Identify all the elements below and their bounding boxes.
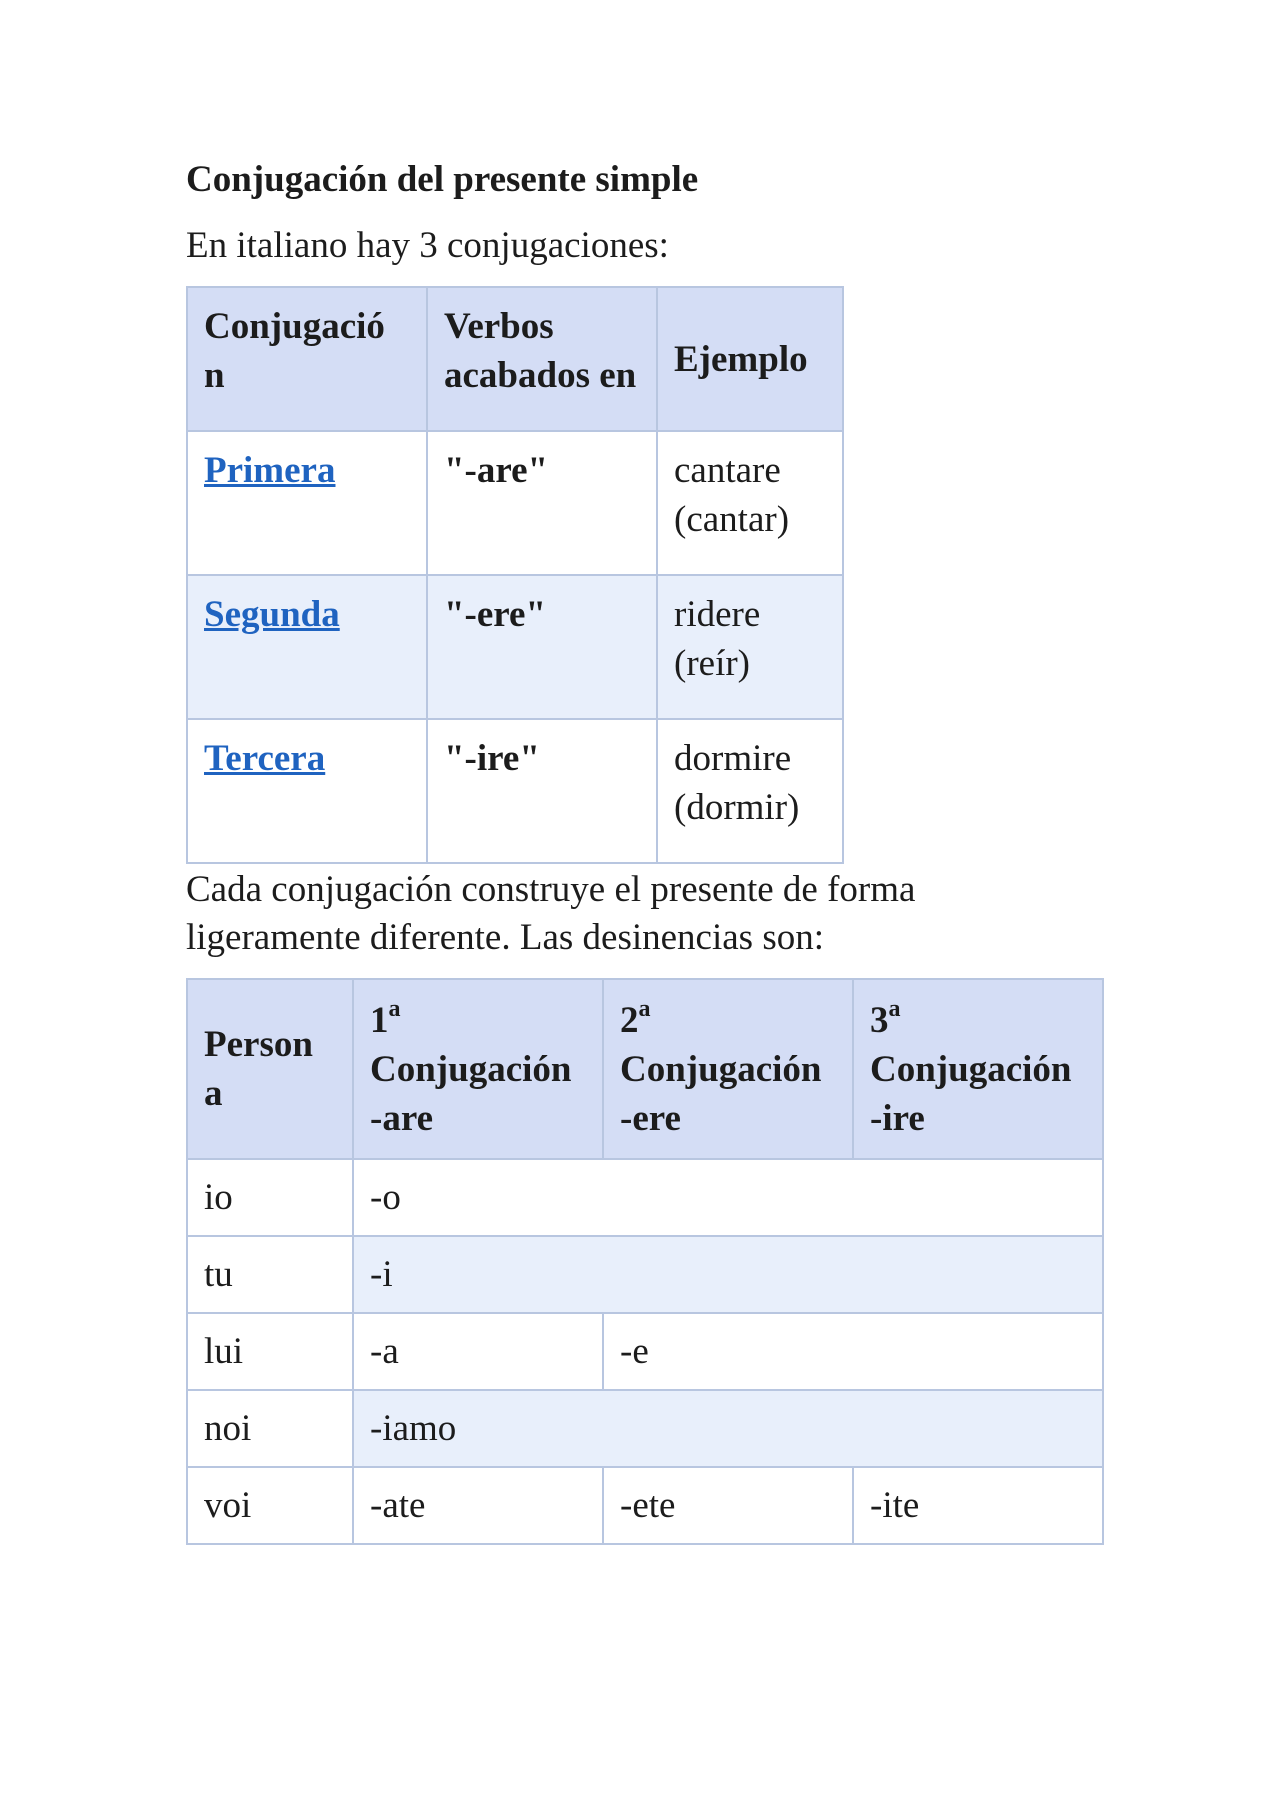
cell-name: [187, 431, 427, 575]
example-translation: (dormir): [674, 787, 800, 828]
header-second-conjugation: [603, 979, 853, 1159]
example-verb: cantare: [674, 450, 781, 491]
cell-ending: -iamo: [353, 1390, 1103, 1467]
cell-ending: "-ere": [427, 575, 657, 719]
header-number: 3: [870, 999, 889, 1041]
header-text: Conjugació: [204, 306, 385, 347]
example-verb: ridere: [674, 594, 761, 635]
header-first-conjugation: [353, 979, 603, 1159]
header-text: acabados en: [444, 355, 637, 396]
table-row: [187, 1313, 1103, 1390]
link-primera[interactable]: Primera: [204, 450, 336, 491]
header-text: n: [204, 355, 225, 396]
header-text: Person: [204, 1024, 313, 1065]
table-row: [187, 1236, 1103, 1313]
cell-person: noi: [187, 1390, 353, 1467]
conjugations-table: [186, 286, 844, 864]
cell-ending: -ete: [603, 1467, 853, 1544]
page-title: Conjugación del presente simple: [186, 159, 699, 200]
header-text: Verbos: [444, 306, 554, 347]
cell-ending: "-are": [427, 431, 657, 575]
table-header-row: [187, 979, 1103, 1159]
cell-person: io: [187, 1159, 353, 1236]
header-third-conjugation: [853, 979, 1103, 1159]
cell-example: [657, 719, 843, 863]
cell-person: voi: [187, 1467, 353, 1544]
header-number: 2: [620, 999, 639, 1041]
header-text: Ejemplo: [674, 338, 808, 380]
cell-ending: -e: [603, 1313, 1103, 1390]
cell-person: lui: [187, 1313, 353, 1390]
cell-ending: -i: [353, 1236, 1103, 1313]
endings-table: [186, 978, 1104, 1545]
header-verbos: [427, 287, 657, 431]
ordinal-mark: a: [888, 996, 901, 1023]
cell-example: [657, 575, 843, 719]
header-ending: -ere: [620, 1097, 681, 1139]
link-tercera[interactable]: Tercera: [204, 738, 326, 779]
table-row: [187, 719, 843, 863]
table-row: [187, 1467, 1103, 1544]
table-row: [187, 575, 843, 719]
cell-ending: -o: [353, 1159, 1103, 1236]
example-verb: dormire: [674, 738, 792, 779]
ordinal-mark: a: [388, 996, 401, 1023]
header-ejemplo: [657, 287, 843, 431]
example-translation: (cantar): [674, 499, 790, 540]
intro-paragraph: En italiano hay 3 conjugaciones:: [186, 225, 669, 266]
header-conjugacion: [187, 287, 427, 431]
header-text: Conjugación: [370, 1048, 572, 1090]
link-segunda[interactable]: Segunda: [204, 594, 340, 635]
cell-name: [187, 719, 427, 863]
table-row: [187, 1390, 1103, 1467]
paragraph-line: ligeramente diferente. Las desinencias son:: [186, 917, 824, 958]
header-number: 1: [370, 999, 389, 1041]
cell-person: tu: [187, 1236, 353, 1313]
header-persona: [187, 979, 353, 1159]
paragraph-line: Cada conjugación construye el presente de forma: [186, 869, 916, 910]
desinencias-paragraph: [186, 866, 915, 962]
cell-ending: -ite: [853, 1467, 1103, 1544]
cell-example: [657, 431, 843, 575]
cell-ending: -ate: [353, 1467, 603, 1544]
header-text: Conjugación: [870, 1048, 1072, 1090]
cell-ending: -a: [353, 1313, 603, 1390]
header-ending: -ire: [870, 1097, 925, 1139]
example-translation: (reír): [674, 643, 750, 684]
cell-name: [187, 575, 427, 719]
header-text: Conjugación: [620, 1048, 822, 1090]
table-row: [187, 1159, 1103, 1236]
cell-ending: "-ire": [427, 719, 657, 863]
ordinal-mark: a: [638, 996, 651, 1023]
header-ending: -are: [370, 1097, 433, 1139]
table-row: [187, 431, 843, 575]
table-header-row: [187, 287, 843, 431]
header-text: a: [204, 1073, 223, 1114]
